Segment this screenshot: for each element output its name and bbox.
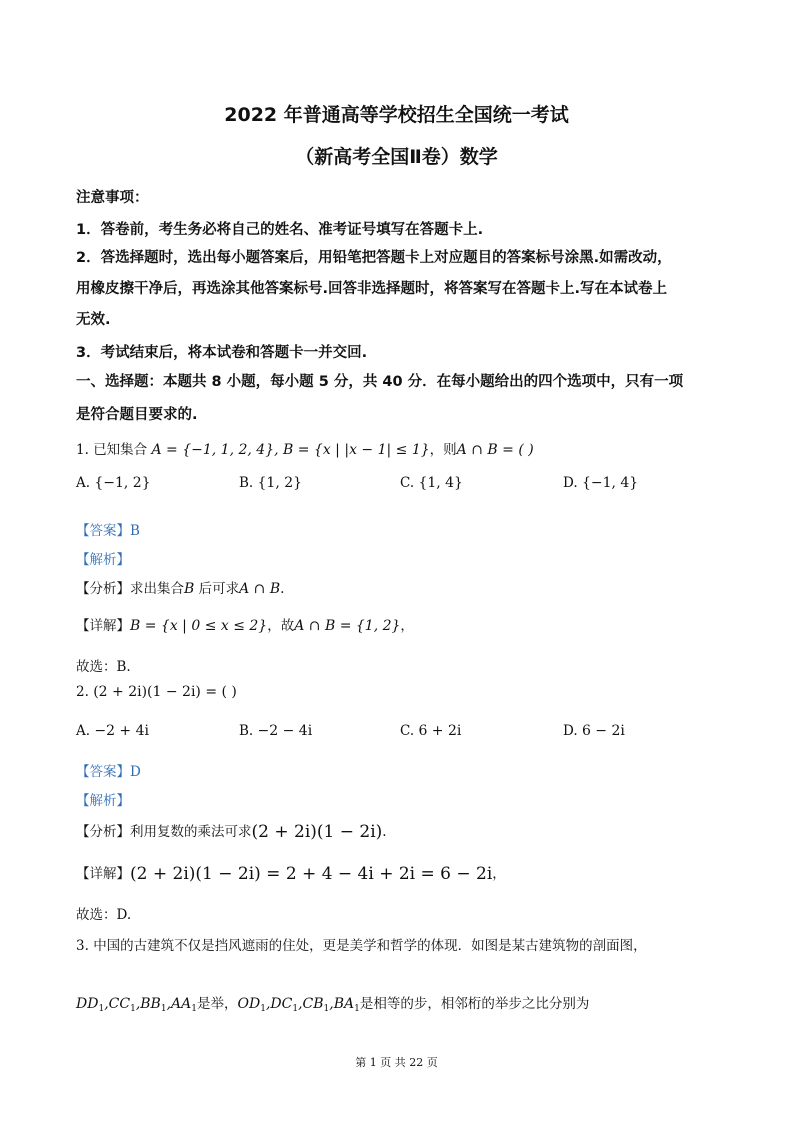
q1-detail-math-2: A ∩ B = {1, 2} [294,618,401,634]
exam-title: 2022 年普通高等学校招生全国统一考试 [224,104,569,126]
q3-number: 3. [76,938,89,954]
q2-option-a-value: −2 + 4i [94,723,149,739]
q2-conclusion: 故选：D. [76,907,132,923]
q2-detail-math: (2 + 2i)(1 − 2i) = 2 + 4 − 4i + 2i = 6 − 2i [130,864,493,884]
q2-detail-prefix: 【详解】 [76,866,130,882]
q2-analysis-end: . [382,824,387,840]
q1-number: 1. [76,442,89,458]
q1-detail-prefix: 【详解】 [76,618,130,634]
q2-analysis [76,820,387,842]
q3-text-end: 是相等的步，相邻桁的举步之比分别为 [359,996,590,1012]
q2-option-b-value: −2 − 4i [257,723,313,739]
q2-option-c-label: C. [400,723,415,739]
notice-item-2-line-2: 用橡皮擦干净后，再选涂其他答案标号.回答非选择题时，将答案写在答题卡上.写在本试卷上 [76,281,668,297]
notice-heading: 注意事项： [76,190,149,206]
q1-analysis-tag: 【解析】 [76,552,130,568]
q2-analysis-tag: 【解析】 [76,793,130,809]
q1-answer-tag: 【答案】B [76,523,140,539]
q1-option-b-value: {1, 2} [257,475,303,491]
q1-set-a: A = {−1, 1, 2, 4} [151,442,275,458]
footer-page-number: 1 [369,1056,377,1069]
q1-analysis-prefix: 【分析】求出集合 [76,581,184,597]
q3-segment-dc1: $DC_1$, [270,996,303,1014]
footer-suffix: 页 [426,1056,438,1069]
q2-expr: (2 + 2i)(1 − 2i) = ( ) [93,684,237,700]
exam-subtitle: （新高考全国Ⅱ卷）数学 [295,146,498,168]
q3-segment-aa1: $AA_1$ [171,996,197,1014]
q2-option-b [239,723,312,739]
q2-number: 2. [76,684,89,700]
section-heading-line-1: 一、选择题：本题共 8 小题，每小题 5 分，共 40 分．在每小题给出的四个选项中，只有一项 [76,374,684,390]
q1-option-a-value: {−1, 2} [94,475,151,491]
q1-option-d-value: {−1, 4} [581,475,639,491]
q2-analysis-expr: (2 + 2i)(1 − 2i) [251,822,383,842]
q1-detail [76,614,414,634]
q1-analysis-expr: A ∩ B [239,581,281,597]
q2-analysis-prefix: 【分析】利用复数的乘法可求 [76,824,252,840]
q1-option-a [76,475,151,491]
q2-option-d-label: D. [563,723,578,739]
q2-option-a [76,723,149,739]
q2-detail-end: ， [492,866,506,882]
q1-option-a-label: A. [76,475,91,491]
q1-option-c-value: {1, 4} [418,475,463,491]
q1-conclusion: 故选：B. [76,659,131,675]
q1-detail-end: ， [400,618,414,634]
q3-segment-cb1: $CB_1$, [302,996,334,1014]
q3-stem-line-2 [76,992,589,1014]
footer-mid: 页 共 [380,1056,406,1069]
q2-option-d-value: 6 − 2i [581,723,625,739]
q2-answer-tag: 【答案】D [76,764,141,780]
q2-option-c [400,723,461,739]
q1-option-b [239,475,302,491]
q1-analysis-mid: 后可求 [198,581,240,597]
q3-segment-od1: $OD_1$, [237,996,271,1014]
q1-stem [76,438,534,458]
q3-stem-line-1 [76,934,647,954]
q2-option-b-label: B. [239,723,254,739]
q2-option-a-label: A. [76,723,91,739]
q1-prefix: 已知集合 [93,442,148,458]
q1-detail-math-1: B = {x | 0 ≤ x ≤ 2} [130,618,268,634]
section-heading-line-2: 是符合题目要求的. [76,407,198,423]
q3-segment-bb1: $BB_1$, [140,996,172,1014]
q2-option-c-value: 6 + 2i [418,723,462,739]
q1-set-b: , B = {x | |x − 1| ≤ 1} [274,442,430,458]
q2-detail [76,862,506,884]
q2-option-d [563,723,625,739]
q1-option-b-label: B. [239,475,254,491]
page-footer [0,1054,793,1070]
notice-item-1: 1．答卷前，考生务必将自己的姓名、准考证号填写在答题卡上. [76,222,484,238]
footer-total-pages: 22 [409,1056,424,1069]
q3-segment-cc1: $CC_1$, [108,996,141,1014]
q3-text-mid: 是举， [197,996,238,1012]
q3-line-1: 中国的古建筑不仅是挡风遮雨的住处，更是美学和哲学的体现．如图是某古建筑物的剖面图， [93,938,647,954]
q1-analysis-end: . [280,581,285,597]
q1-option-d [563,475,638,491]
notice-item-2-line-3: 无效. [76,312,111,328]
q1-option-c-label: C. [400,475,415,491]
q1-option-c [400,475,463,491]
footer-prefix: 第 [355,1056,367,1069]
notice-item-2-line-1: 2．答选择题时，选出每小题答案后，用铅笔把答题卡上对应题目的答案标号涂黑.如需改动， [76,250,672,266]
q1-expr: A ∩ B = ( ) [456,442,534,458]
q1-suffix: ，则 [429,442,457,458]
notice-item-3: 3．考试结束后，将本试卷和答题卡一并交回. [76,345,368,361]
q1-detail-mid: ，故 [267,618,295,634]
q2-stem [76,684,237,700]
q3-segment-dd1: $DD_1$, [76,996,109,1014]
q3-segment-ba1: $BA_1$ [333,996,360,1014]
q1-analysis [76,577,284,597]
q1-option-d-label: D. [563,475,578,491]
q1-analysis-var: B [184,581,195,597]
